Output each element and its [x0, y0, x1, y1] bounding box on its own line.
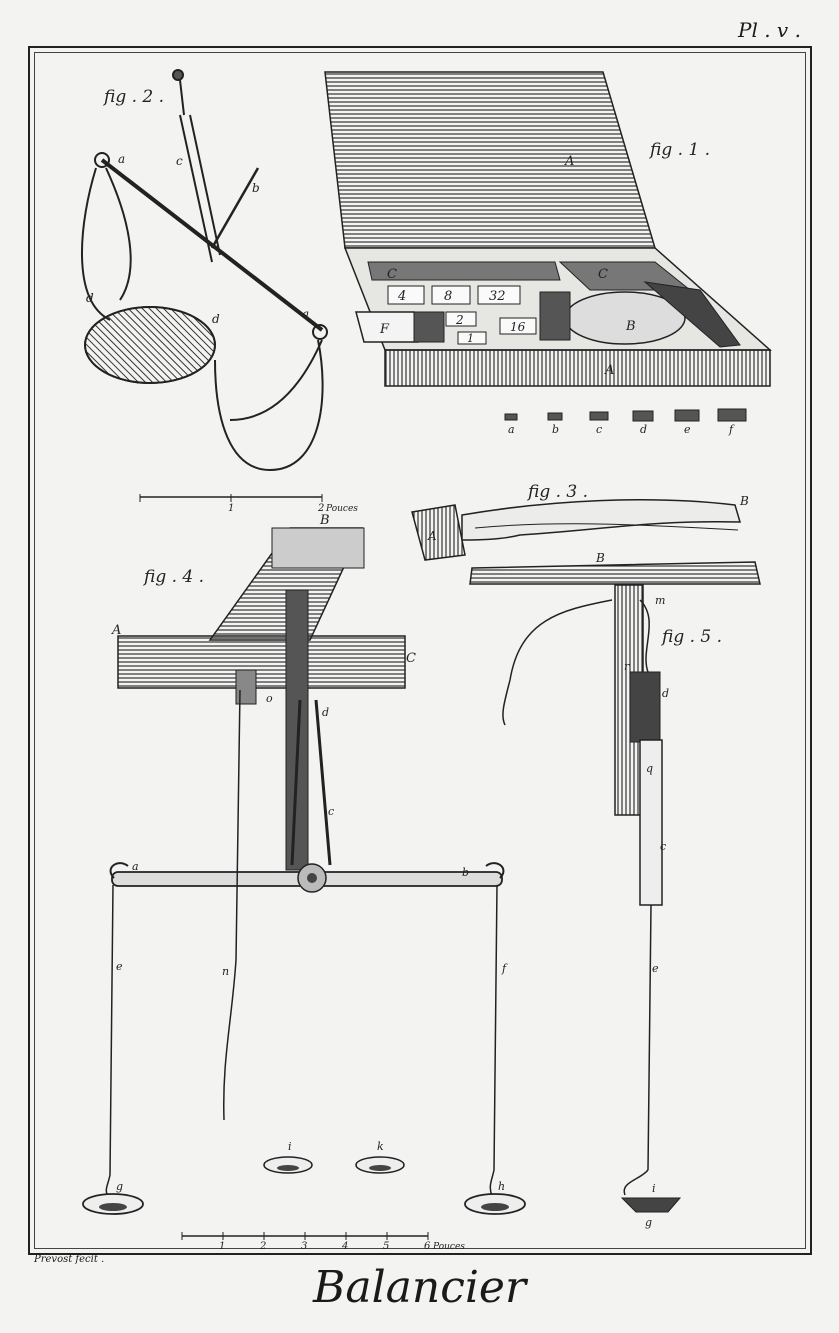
fig4-label-e: e — [116, 960, 123, 973]
fig2-caption: fig . 2 . — [104, 87, 165, 107]
fig5-caption: fig . 5 . — [662, 627, 723, 647]
fig2-label-a-top: a — [118, 152, 126, 166]
fig2-label-a-bottom: a — [302, 307, 310, 321]
fig4-label-f: f — [502, 962, 507, 975]
fig1-weight-32: 32 — [489, 289, 506, 304]
fig4-label-b: b — [462, 866, 470, 879]
fig1-label-A-box: A — [605, 363, 615, 378]
fig5-label-d: d — [662, 687, 670, 700]
fig2-label-d-right: d — [212, 312, 220, 326]
fig5-label-r: r — [624, 660, 630, 673]
fig1-small-weight-b: b — [552, 423, 560, 436]
bottom-scale — [182, 1232, 428, 1240]
fig4-balance — [83, 528, 525, 1214]
fig5-label-g: g — [645, 1216, 653, 1229]
fig5-label-q: q — [646, 762, 654, 775]
fig5-label-e: e — [652, 962, 659, 975]
fig4-label-A: A — [112, 623, 122, 638]
fig1-small-weight-e: e — [684, 423, 691, 436]
fig4-label-B: B — [320, 513, 330, 528]
top-scale-tick-2: 2 — [318, 503, 325, 514]
fig4-label-c: c — [328, 805, 335, 818]
bottom-scale-tick-5: 5 — [383, 1241, 390, 1252]
bottom-scale-unit: Pouces — [433, 1242, 465, 1252]
fig1-weight-2: 2 — [456, 313, 464, 327]
fig4-caption: fig . 4 . — [144, 567, 205, 587]
fig1-weight-4: 4 — [398, 289, 407, 304]
fig4-label-g: g — [116, 1180, 124, 1193]
fig2-hand-balance — [82, 70, 327, 470]
fig4-label-C: C — [406, 651, 416, 666]
fig5-label-m: m — [655, 594, 666, 607]
fig4-label-h: h — [498, 1180, 506, 1193]
plate-number: Pl . v . — [738, 18, 801, 42]
fig3-strap — [412, 500, 740, 560]
fig3-label-A: A — [428, 529, 437, 543]
fig1-label-A-lid: A — [565, 154, 575, 169]
fig3-label-B: B — [740, 494, 749, 508]
fig1-small-weight-a: a — [508, 423, 515, 436]
fig2-label-c: c — [176, 154, 183, 168]
fig4-label-a: a — [132, 860, 139, 873]
fig3-caption: fig . 3 . — [528, 482, 589, 502]
fig1-caption: fig . 1 . — [650, 140, 711, 160]
bottom-scale-tick-6: 6 — [424, 1241, 431, 1252]
fig5-label-c: c — [660, 840, 667, 853]
fig1-small-weight-c: c — [596, 423, 603, 436]
fig1-weight-1: 1 — [467, 332, 474, 345]
top-scale-tick-1: 1 — [228, 503, 235, 514]
fig4-label-k: k — [377, 1140, 384, 1153]
top-scale — [140, 494, 322, 502]
bottom-scale-tick-1: 1 — [219, 1241, 226, 1252]
fig1-label-F: F — [380, 322, 390, 337]
fig1-weight-8: 8 — [444, 289, 453, 304]
fig5-label-i: i — [652, 1182, 656, 1195]
fig1-label-C-left: C — [387, 267, 397, 282]
fig1-small-weight-d: d — [640, 423, 648, 436]
fig1-label-C-right: C — [598, 267, 608, 282]
fig5-label-B: B — [596, 551, 605, 565]
fig1-label-B: B — [626, 319, 636, 334]
bottom-scale-tick-2: 2 — [260, 1241, 267, 1252]
fig1-weight-box — [325, 72, 770, 421]
fig4-label-i: i — [288, 1140, 292, 1153]
fig5-side-view — [470, 562, 760, 1212]
fig4-label-o: o — [266, 692, 273, 705]
bottom-scale-tick-3: 3 — [301, 1241, 308, 1252]
fig2-label-b: b — [252, 181, 260, 195]
plate-title: Balancier — [313, 1262, 526, 1313]
fig4-label-d: d — [322, 706, 330, 719]
fig2-label-d-left: d — [86, 291, 94, 305]
engraver-credit: Prevost fecit . — [34, 1254, 105, 1265]
top-scale-unit: Pouces — [326, 504, 358, 514]
fig1-weight-16: 16 — [510, 320, 526, 334]
bottom-scale-tick-4: 4 — [342, 1241, 349, 1252]
fig1-small-weight-f: f — [729, 423, 734, 436]
fig4-label-n: n — [222, 965, 230, 978]
